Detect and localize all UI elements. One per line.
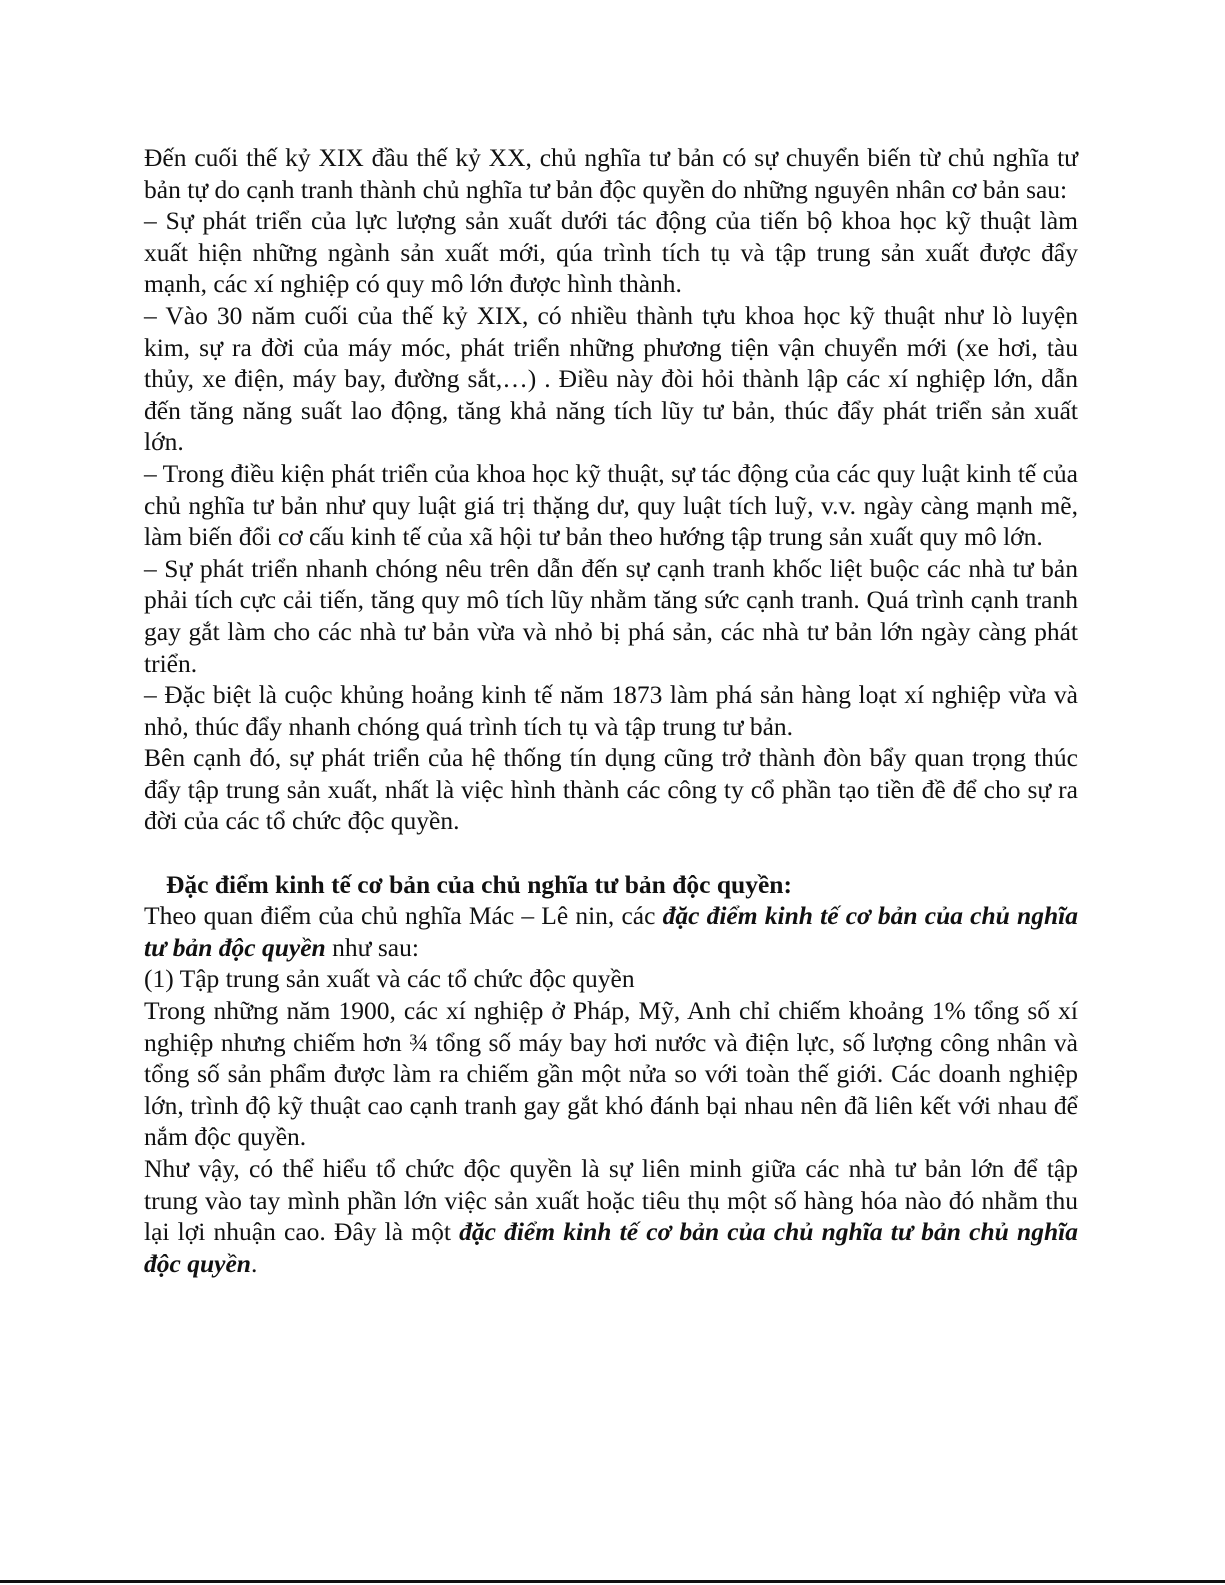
paragraph-bullet-last-30-years: – Vào 30 năm cuối của thế kỷ XIX, có nhiều thành tựu khoa học kỹ thuật như lò luyện kim, sự ra đời của máy móc, phát triển những phương tiện vận chuyển mới (xe hơi, tàu thủy, xe điện, máy bay, đường sắt,…) . Điều này đòi hỏi thành lập các xí nghiệp lớn, dẫn đến tăng năng suất lao động, tăng khả năng tích lũy tư bản, thúc đẩy phát triển sản xuất lớn. xyxy=(144,300,1078,457)
list-item-concentration: (1) Tập trung sản xuất và các tổ chức độc quyền xyxy=(144,964,635,994)
paragraph-credit-system: Bên cạnh đó, sự phát triển của hệ thống tín dụng cũng trở thành đòn bẩy quan trọng thúc đẩy tập trung sản xuất, nhất là việc hình thành các công ty cổ phần tạo tiền đề để cho sự ra đời của các tổ chức độc quyền. xyxy=(144,743,1078,836)
section-heading: Đặc điểm kinh tế cơ bản của chủ nghĩa tư bản độc quyền: xyxy=(166,869,792,899)
marxist-view-emphasis: đặc điểm kinh tế cơ bản của chủ nghĩa tư bản độc quyền xyxy=(144,901,1078,962)
page-bottom-rule xyxy=(0,1580,1225,1583)
document-body xyxy=(144,142,1078,1279)
paragraph-marxist-view xyxy=(144,900,1078,963)
marxist-view-text-end: như sau: xyxy=(325,932,419,962)
paragraph-bullet-economic-laws: – Trong điều kiện phát triển của khoa học kỹ thuật, sự tác động của các quy luật kinh tế của chủ nghĩa tư bản như quy luật giá trị thặng dư, quy luật tích luỹ, v.v. ngày càng mạnh mẽ, làm biến đổi cơ cấu kinh tế của xã hội tư bản theo hướng tập trung sản xuất quy mô lớn. xyxy=(144,458,1078,552)
paragraph-bullet-production-forces: – Sự phát triển của lực lượng sản xuất dưới tác động của tiến bộ khoa học kỹ thuật làm xuất hiện những ngành sản xuất mới, qúa trình tích tụ và tập trung sản xuất được đẩy mạnh, các xí nghiệp có quy mô lớn được hình thành. xyxy=(144,206,1078,299)
paragraph-bullet-crisis-1873: – Đặc biệt là cuộc khủng hoảng kinh tế năm 1873 làm phá sản hàng loạt xí nghiệp vừa và nhỏ, thúc đẩy nhanh chóng quá trình tích tụ và tập trung tư bản. xyxy=(144,680,1078,741)
paragraph-spacer xyxy=(144,837,1078,869)
monopoly-definition-emphasis: đặc điểm kinh tế cơ bản của chủ nghĩa tư bản chủ nghĩa độc quyền xyxy=(144,1217,1078,1278)
paragraph-monopoly-definition xyxy=(144,1153,1078,1279)
monopoly-definition-text: Như vậy, có thể hiểu tổ chức độc quyền là sự liên minh giữa các nhà tư bản lớn để tập trung vào tay mình phần lớn việc sản xuất hoặc tiêu thụ một số hàng hóa nào đó nhằm thu lại lợi nhuận cao. Đây là một xyxy=(144,1154,1078,1247)
marxist-view-text: Theo quan điểm của chủ nghĩa Mác – Lê nin, các xyxy=(144,901,663,931)
paragraph-bullet-competition: – Sự phát triển nhanh chóng nêu trên dẫn đến sự cạnh tranh khốc liệt buộc các nhà tư bản phải tích cực cải tiến, tăng quy mô tích lũy nhằm tăng sức cạnh tranh. Quá trình cạnh tranh gay gắt làm cho các nhà tư bản vừa và nhỏ bị phá sản, các nhà tư bản lớn ngày càng phát triển. xyxy=(144,553,1078,678)
monopoly-definition-period: . xyxy=(250,1248,258,1278)
paragraph-intro: Đến cuối thế kỷ XIX đầu thế kỷ XX, chủ nghĩa tư bản có sự chuyển biến từ chủ nghĩa tư bản tự do cạnh tranh thành chủ nghĩa tư bản độc quyền do những nguyên nhân cơ bản sau: xyxy=(144,143,1078,204)
paragraph-1900-statistics: Trong những năm 1900, các xí nghiệp ở Pháp, Mỹ, Anh chỉ chiếm khoảng 1% tổng số xí nghiệp nhưng chiếm hơn ¾ tổng số máy bay hơi nước và điện lực, số lượng công nhân và tổng số sản phẩm được làm ra chiếm gần một nửa so với toàn thế giới. Các doanh nghiệp lớn, trình độ kỹ thuật cao cạnh tranh gay gắt khó đánh bại nhau nên đã liên kết với nhau để nắm độc quyền. xyxy=(144,996,1078,1152)
